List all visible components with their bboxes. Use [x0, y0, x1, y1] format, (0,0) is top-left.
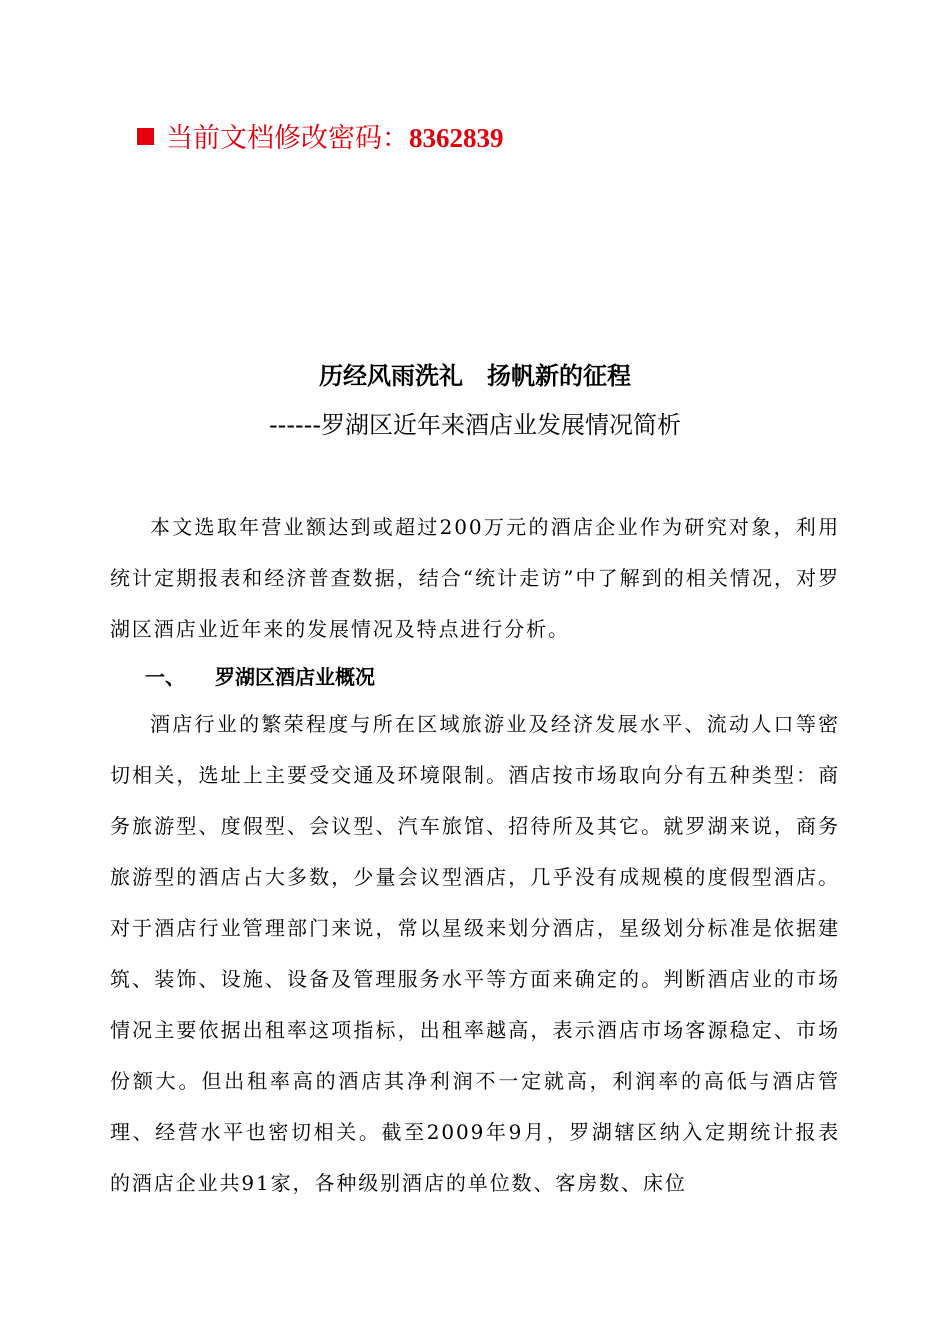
password-notice [137, 118, 504, 159]
intro-paragraph: 本文选取年营业额达到或超过200万元的酒店企业作为研究对象，利用统计定期报表和经济普查数据，结合“统计走访”中了解到的相关情况，对罗湖区酒店业近年来的发展情况及特点进行分析。 [110, 515, 840, 641]
document-subtitle: ------罗湖区近年来酒店业发展情况简析 [269, 411, 681, 439]
password-code: 8362839 [409, 123, 504, 153]
section-number: 一、 [145, 665, 185, 689]
password-notice-label: 当前文档修改密码： [166, 123, 409, 154]
section-heading [145, 657, 375, 697]
square-bullet-icon [137, 128, 154, 145]
section-paragraph: 酒店行业的繁荣程度与所在区域旅游业及经济发展水平、流动人口等密切相关，选址上主要受交通及环境限制。酒店按市场取向分有五种类型：商务旅游型、度假型、会议型、汽车旅馆、招待所及其它。就罗湖来说，商务旅游型的酒店占大多数，少量会议型酒店，几乎没有成规模的度假型酒店。对于酒店行业管理部门来说，常以星级来划分酒店，星级划分标准是依据建筑、装饰、设施、设备及管理服务水平等方面来确定的。判断酒店业的市场情况主要依据出租率这项指标，出租率越高，表示酒店市场客源稳定、市场份额大。但出租率高的酒店其净利润不一定就高，利润率的高低与酒店管理、经营水平也密切相关。截至2009年9月，罗湖辖区纳入定期统计报表的酒店企业共91家，各种级别酒店的单位数、客房数、床位 [110, 712, 840, 1195]
section-heading-text: 罗湖区酒店业概况 [215, 665, 375, 689]
document-title: 历经风雨洗礼 扬帆新的征程 [319, 362, 631, 390]
